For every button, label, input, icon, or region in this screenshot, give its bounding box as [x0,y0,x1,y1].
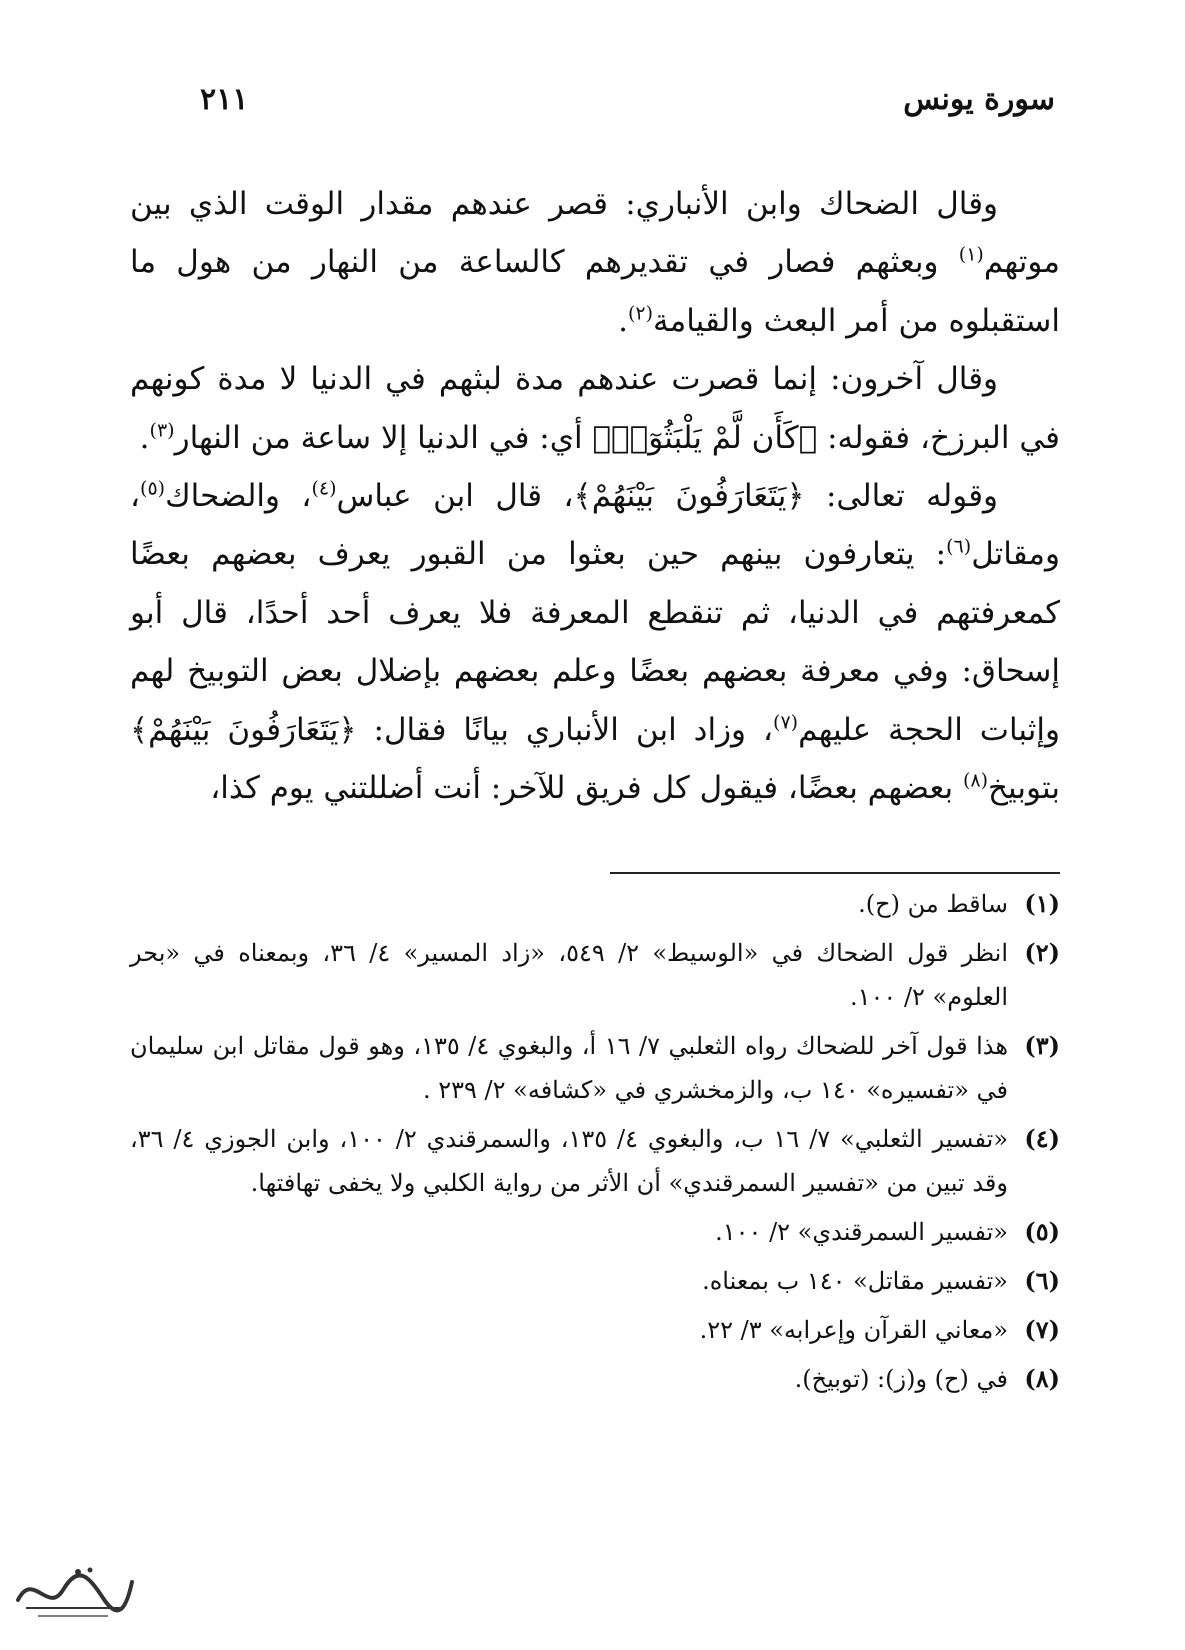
footnote [130,1259,1060,1303]
footnote [130,882,1060,926]
footnote-text: ساقط من (ح). [858,890,1008,918]
paragraph-text: : يتعارفون بينهم حين بعثوا من القبور يعرف بعضهم بعضًا كمعرفتهم في الدنيا، ثم تنقطع المعرفة فلا يعرف أحد أحدًا، قال أبو إسحاق: وفي معرفة بعضهم بعضًا وعلم بعضهم بإضلال بعض التوبيخ لهم وإثبات الحجة عليهم [130,536,1060,748]
footnote-text: انظر قول الضحاك في «الوسيط» ٢/ ٥٤٩، «زاد المسير» ٤/ ٣٦، وبمعناه في «بحر العلوم» ٢/ ١٠٠. [130,939,1009,1011]
footnote-ref: (٣) [149,419,175,442]
footnote-text: «تفسير مقاتل» ١٤٠ ب بمعناه. [702,1267,1008,1295]
paragraph-text: وقوله تعالى: ﴿يَتَعَارَفُونَ بَيْنَهُمْ﴾، قال ابن عباس [336,478,998,515]
paragraph-text: وبعثهم فصار في تقديرهم كالساعة من النهار من هول ما استقبلوه من أمر البعث والقيامة [130,244,1060,339]
paragraph-text: بعضهم بعضًا، فيقول كل فريق للآخر: أنت أضللتني يوم كذا، [210,770,963,807]
paragraph [130,467,1060,817]
footnote [130,1357,1060,1401]
footnote-text: «معاني القرآن وإعرابه» ٣/ ٢٢. [699,1316,1008,1344]
footnote [130,1210,1060,1254]
footnote-number: (٧) [1024,1315,1060,1344]
footnote-ref: (٨) [962,769,988,792]
footnote [130,931,1060,1019]
surah-title: سورة يونس [903,82,1055,117]
footnote-ref: (٦) [946,536,972,559]
page-number: ٢١١ [200,82,249,117]
footnote [130,1308,1060,1352]
footnote-ref: (٤) [311,477,337,500]
footnote-number: (٥) [1024,1217,1060,1246]
footnote-number: (٦) [1024,1266,1060,1295]
footnote-number: (٤) [1024,1124,1060,1153]
logo-graphic [8,1560,138,1630]
footnote-ref: (٢) [627,302,654,325]
library-logo-icon [8,1560,138,1630]
footnote-number: (٨) [1024,1364,1060,1393]
footnote-number: (١) [1024,889,1060,918]
footnote-ref: (٧) [773,711,799,734]
footnote-text: «تفسير السمرقندي» ٢/ ١٠٠. [715,1218,1008,1246]
footnote-number: (٣) [1024,1031,1060,1060]
paragraph-text: ، والضحاك [165,478,312,515]
paragraph-text: . [139,419,150,456]
footnote-text: في (ح) و(ز): (توبيخ). [794,1365,1008,1393]
footnote-ref: (١) [958,244,984,267]
footnotes [130,882,1060,1406]
main-text [130,175,1060,817]
paragraph [130,350,1060,467]
page-header [130,82,1055,132]
footnote-number: (٢) [1024,938,1060,967]
paragraph-text: وقال الضحاك وابن الأنباري: قصر عندهم مقدار الوقت الذي بين موتهم [130,186,1060,281]
paragraph-text: ، ومقاتل [130,478,1060,573]
paragraph [130,175,1060,350]
footnote-ref: (٥) [140,477,166,500]
footnote-text: هذا قول آخر للضحاك رواه الثعلبي ٧/ ١٦ أ، والبغوي ٤/ ١٣٥، وهو قول مقاتل ابن سليمان في «تفسيره» ١٤٠ ب، والزمخشري في «كشافه» ٢/ ٢٣٩ . [130,1032,1009,1104]
paragraph-text: ، وزاد ابن الأنباري بيانًا فقال: ﴿يَتَعَارَفُونَ بَيْنَهُمْ﴾ بتوبيخ [130,711,1060,807]
paragraph-text: . [618,302,628,339]
paragraph-text: وقال آخرون: إنما قصرت عندهم مدة لبثهم في الدنيا لا مدة كونهم في البرزخ، فقوله: ﴿كَأَن لَّمْ يَلْبَثُوٓا۟﴾ أي: في الدنيا إلا ساعة من النهار [130,361,1060,456]
footnote-text: «تفسير الثعلبي» ٧/ ١٦ ب، والبغوي ٤/ ١٣٥، والسمرقندي ٢/ ١٠٠، وابن الجوزي ٤/ ٣٦، وقد تبين من «تفسير السمرقندي» أن الأثر من رواية الكلبي ولا يخفى تهافتها. [130,1125,1008,1197]
footnote [130,1117,1060,1205]
footnote [130,1024,1060,1112]
footnote-separator [610,872,1060,874]
